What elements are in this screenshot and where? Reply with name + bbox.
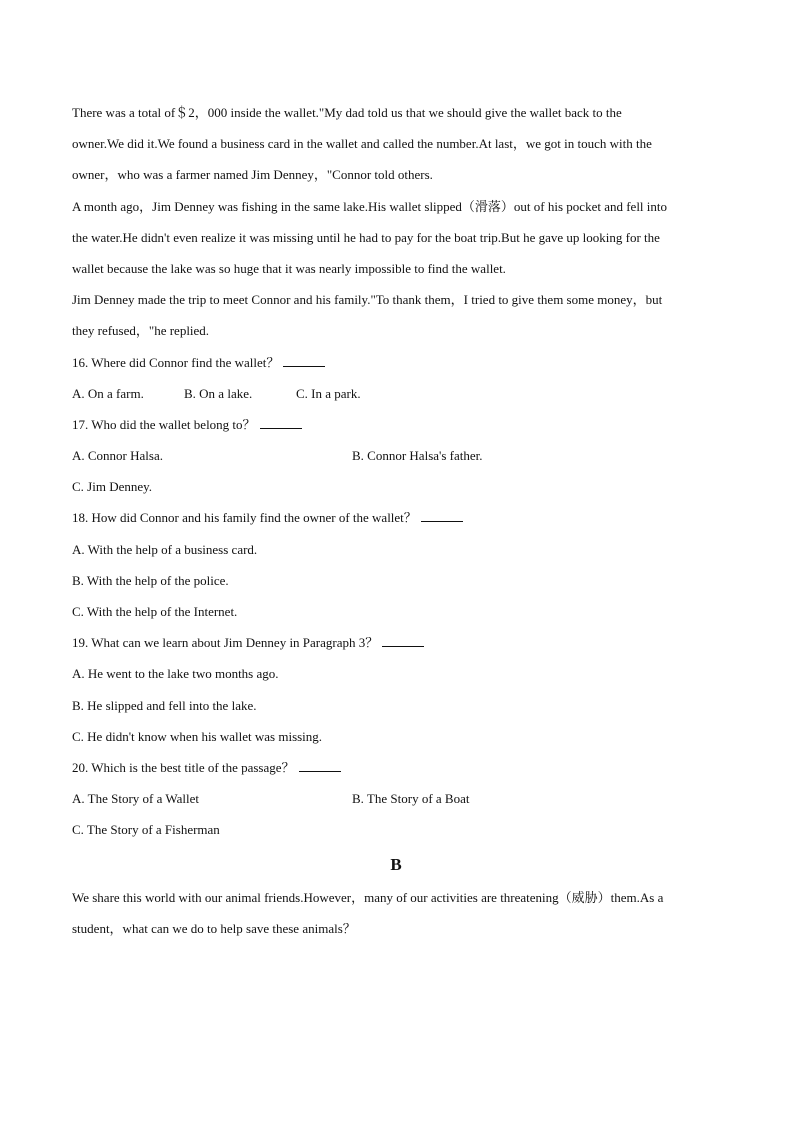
options-row xyxy=(72,440,720,471)
answer-blank[interactable] xyxy=(260,416,302,429)
option-a[interactable]: A. He went to the lake two months ago. xyxy=(72,666,279,682)
option-c[interactable]: C. He didn't know when his wallet was missing. xyxy=(72,728,323,744)
question-19 xyxy=(72,627,720,752)
option-a[interactable]: A. On a farm. xyxy=(72,385,144,401)
question-stem-text: 19. What can we learn about Jim Denney in Paragraph 3？ xyxy=(72,635,379,651)
option-a[interactable]: A. Connor Halsa. xyxy=(72,448,163,464)
passage-line: A month ago，Jim Denney was fishing in the same lake.His wallet slipped（滑落）out of his pocket and fell into xyxy=(72,198,668,214)
option-a[interactable]: A. The Story of a Wallet xyxy=(72,791,200,807)
question-stem-text: 18. How did Connor and his family find the owner of the wallet？ xyxy=(72,510,417,526)
option-c[interactable]: C. The Story of a Fisherman xyxy=(72,822,220,838)
answer-blank[interactable] xyxy=(283,354,325,367)
passage-a xyxy=(72,97,720,347)
options-row xyxy=(72,378,720,409)
option-c[interactable]: C. With the help of the Internet. xyxy=(72,604,238,619)
answer-blank[interactable] xyxy=(421,509,463,522)
question-stem-text: 16. Where did Connor find the wallet？ xyxy=(72,354,280,370)
question-stem xyxy=(72,752,720,783)
question-stem xyxy=(72,502,720,533)
option-b[interactable]: B. On a lake. xyxy=(184,385,253,401)
section-b xyxy=(72,848,720,944)
passage-line: the water.He didn't even realize it was missing until he had to pay for the boat trip.But he gave up looking for the xyxy=(72,229,660,245)
passage-line: owner，who was a farmer named Jim Denney，"Connor told others. xyxy=(72,167,433,183)
passage-line: student，what can we do to help save these animals？ xyxy=(72,920,356,936)
document-page xyxy=(72,97,720,944)
question-stem xyxy=(72,347,720,378)
question-16 xyxy=(72,347,720,409)
option-c[interactable]: C. Jim Denney. xyxy=(72,479,153,495)
passage-line: We share this world with our animal friends.However，many of our activities are threatening（威胁）them.As a xyxy=(72,889,664,905)
option-b[interactable]: B. He slipped and fell into the lake. xyxy=(72,697,257,713)
answer-blank[interactable] xyxy=(299,759,341,772)
option-a[interactable]: A. With the help of a business card. xyxy=(72,541,258,557)
question-stem-text: 17. Who did the wallet belong to？ xyxy=(72,416,256,432)
question-stem xyxy=(72,409,720,440)
options-row xyxy=(72,783,720,814)
passage-line: they refused，"he replied. xyxy=(72,323,210,339)
passage-line: Jim Denney made the trip to meet Connor and his family."To thank them，I tried to give them some money，but xyxy=(72,292,663,308)
question-stem-text: 20. Which is the best title of the passage？ xyxy=(72,759,295,775)
option-c[interactable]: C. In a park. xyxy=(296,385,361,401)
answer-blank[interactable] xyxy=(382,634,424,647)
question-20 xyxy=(72,752,720,846)
passage-line: wallet because the lake was so huge that it was nearly impossible to find the wallet. xyxy=(72,260,506,276)
passage-line: There was a total of＄2，000 inside the wallet."My dad told us that we should give the wallet back to the xyxy=(72,105,622,120)
question-17 xyxy=(72,409,720,503)
question-stem xyxy=(72,627,720,658)
option-b[interactable]: B. Connor Halsa's father. xyxy=(352,448,483,464)
passage-line: owner.We did it.We found a business card in the wallet and called the number.At last，we got in touch with the xyxy=(72,136,652,152)
question-18 xyxy=(72,502,720,627)
option-b[interactable]: B. With the help of the police. xyxy=(72,572,229,588)
section-title: B xyxy=(390,854,402,874)
option-b[interactable]: B. The Story of a Boat xyxy=(352,791,470,807)
